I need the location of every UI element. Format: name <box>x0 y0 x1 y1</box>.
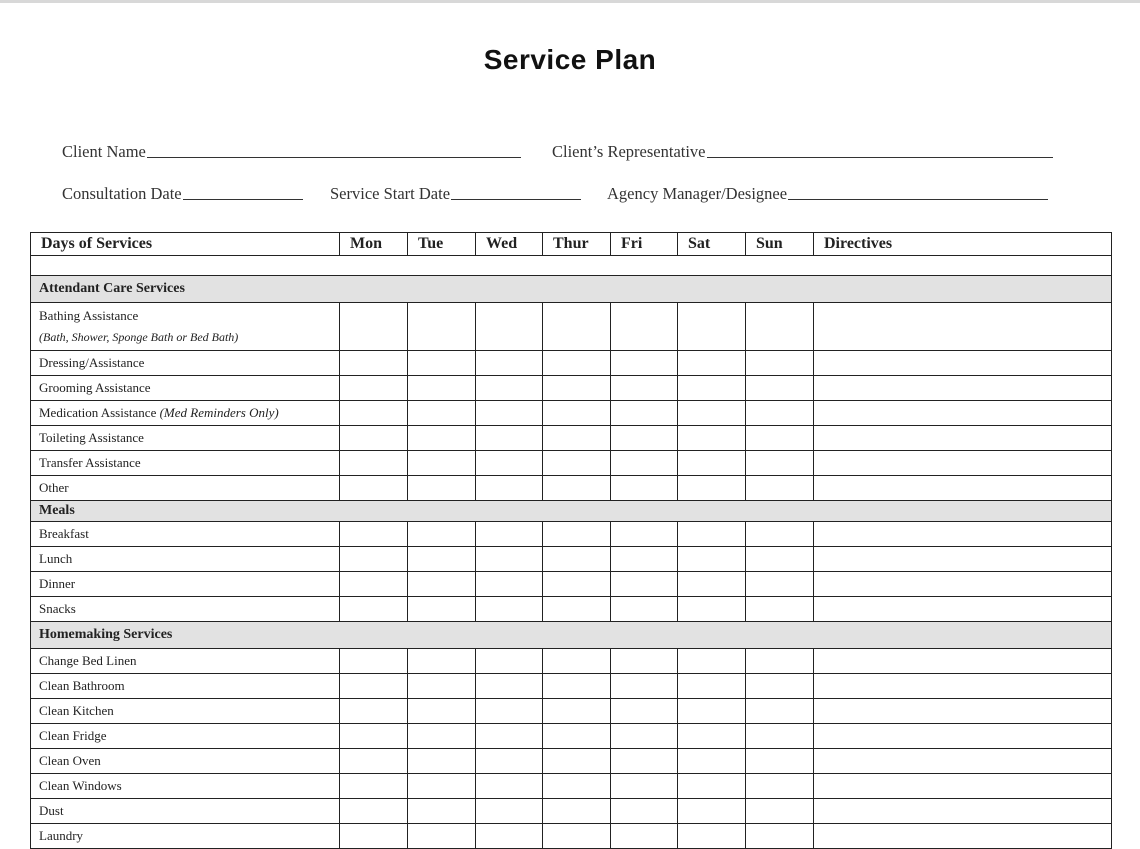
page-top-edge <box>0 0 1140 3</box>
table-row <box>31 824 1112 849</box>
day-cell[interactable] <box>746 572 814 597</box>
day-cell[interactable] <box>746 699 814 724</box>
clients-representative-line[interactable] <box>707 156 1053 158</box>
day-cell[interactable] <box>408 351 476 376</box>
day-cell[interactable] <box>408 649 476 674</box>
day-cell[interactable] <box>611 649 678 674</box>
day-cell[interactable] <box>408 572 476 597</box>
service-label: Breakfast <box>39 526 89 541</box>
day-cell[interactable] <box>408 597 476 622</box>
day-cell[interactable] <box>340 799 408 824</box>
day-cell[interactable] <box>340 774 408 799</box>
header-sun: Sun <box>746 233 814 256</box>
section-heading: Meals <box>31 501 1112 522</box>
header-tue: Tue <box>408 233 476 256</box>
section-heading: Attendant Care Services <box>31 276 1112 303</box>
day-cell[interactable] <box>340 572 408 597</box>
day-cell[interactable] <box>408 303 476 351</box>
day-cell[interactable] <box>476 799 543 824</box>
day-cell[interactable] <box>476 572 543 597</box>
day-cell[interactable] <box>746 824 814 849</box>
table-row <box>31 376 1112 401</box>
day-cell[interactable] <box>340 649 408 674</box>
service-label-cell <box>31 451 340 476</box>
service-start-date-field[interactable] <box>330 184 581 204</box>
day-cell[interactable] <box>746 774 814 799</box>
day-cell[interactable] <box>611 547 678 572</box>
day-cell[interactable] <box>340 451 408 476</box>
table-row <box>31 572 1112 597</box>
day-cell[interactable] <box>408 426 476 451</box>
day-cell[interactable] <box>746 522 814 547</box>
day-cell[interactable] <box>611 749 678 774</box>
day-cell[interactable] <box>746 376 814 401</box>
table-row <box>31 401 1112 426</box>
service-label-cell <box>31 376 340 401</box>
consultation-date-line[interactable] <box>183 198 303 200</box>
service-plan-table <box>30 232 1112 849</box>
day-cell[interactable] <box>408 774 476 799</box>
day-cell[interactable] <box>340 749 408 774</box>
day-cell[interactable] <box>543 351 611 376</box>
day-cell[interactable] <box>746 476 814 501</box>
day-cell[interactable] <box>476 376 543 401</box>
service-label-cell <box>31 649 340 674</box>
day-cell[interactable] <box>340 699 408 724</box>
day-cell[interactable] <box>746 547 814 572</box>
day-cell[interactable] <box>543 649 611 674</box>
day-cell[interactable] <box>543 824 611 849</box>
day-cell[interactable] <box>746 597 814 622</box>
table-row <box>31 451 1112 476</box>
service-label: Grooming Assistance <box>39 380 151 395</box>
consultation-date-label: Consultation Date <box>62 184 182 203</box>
service-label-cell <box>31 401 340 426</box>
day-cell[interactable] <box>678 699 746 724</box>
day-cell[interactable] <box>408 749 476 774</box>
day-cell[interactable] <box>678 674 746 699</box>
day-cell[interactable] <box>340 547 408 572</box>
service-label: Snacks <box>39 601 76 616</box>
service-plan-body <box>31 233 1112 849</box>
day-cell[interactable] <box>543 451 611 476</box>
table-row <box>31 649 1112 674</box>
client-name-label: Client Name <box>62 142 146 161</box>
day-cell[interactable] <box>408 724 476 749</box>
directives-cell[interactable] <box>814 547 1112 572</box>
day-cell[interactable] <box>408 476 476 501</box>
directives-cell[interactable] <box>814 572 1112 597</box>
day-cell[interactable] <box>746 401 814 426</box>
section-row-attendant-care-services <box>31 276 1112 303</box>
day-cell[interactable] <box>408 674 476 699</box>
header-thur: Thur <box>543 233 611 256</box>
day-cell[interactable] <box>543 547 611 572</box>
day-cell[interactable] <box>543 476 611 501</box>
day-cell[interactable] <box>340 303 408 351</box>
day-cell[interactable] <box>678 597 746 622</box>
service-label-cell <box>31 572 340 597</box>
header-days-of-services: Days of Services <box>31 233 340 256</box>
service-label-cell <box>31 303 340 351</box>
day-cell[interactable] <box>746 799 814 824</box>
day-cell[interactable] <box>678 426 746 451</box>
day-cell[interactable] <box>543 749 611 774</box>
day-cell[interactable] <box>340 401 408 426</box>
directives-cell[interactable] <box>814 674 1112 699</box>
day-cell[interactable] <box>678 401 746 426</box>
day-cell[interactable] <box>408 522 476 547</box>
day-cell[interactable] <box>611 699 678 724</box>
agency-manager-field[interactable] <box>607 184 1048 204</box>
service-label-cell <box>31 351 340 376</box>
day-cell[interactable] <box>543 303 611 351</box>
day-cell[interactable] <box>611 451 678 476</box>
day-cell[interactable] <box>678 749 746 774</box>
directives-cell[interactable] <box>814 303 1112 351</box>
table-row <box>31 476 1112 501</box>
day-cell[interactable] <box>476 451 543 476</box>
day-cell[interactable] <box>611 824 678 849</box>
day-cell[interactable] <box>678 572 746 597</box>
directives-cell[interactable] <box>814 724 1112 749</box>
blank-row <box>31 256 1112 276</box>
day-cell[interactable] <box>543 699 611 724</box>
service-note: (Med Reminders Only) <box>159 405 279 420</box>
header-wed: Wed <box>476 233 543 256</box>
directives-cell[interactable] <box>814 426 1112 451</box>
day-cell[interactable] <box>543 674 611 699</box>
day-cell[interactable] <box>611 724 678 749</box>
agency-manager-label: Agency Manager/Designee <box>607 184 788 203</box>
service-label: Medication Assistance <box>39 405 160 420</box>
day-cell[interactable] <box>476 749 543 774</box>
day-cell[interactable] <box>611 303 678 351</box>
day-cell[interactable] <box>543 724 611 749</box>
service-label: Dust <box>39 803 64 818</box>
day-cell[interactable] <box>678 351 746 376</box>
section-row-meals <box>31 501 1112 522</box>
client-name-field[interactable] <box>62 142 521 162</box>
day-cell[interactable] <box>611 799 678 824</box>
directives-cell[interactable] <box>814 376 1112 401</box>
day-cell[interactable] <box>611 476 678 501</box>
service-label-cell <box>31 824 340 849</box>
service-label-cell <box>31 597 340 622</box>
header-mon: Mon <box>340 233 408 256</box>
table-row <box>31 303 1112 351</box>
day-cell[interactable] <box>408 824 476 849</box>
service-label: Clean Bathroom <box>39 678 125 693</box>
day-cell[interactable] <box>543 799 611 824</box>
day-cell[interactable] <box>476 674 543 699</box>
day-cell[interactable] <box>476 426 543 451</box>
directives-cell[interactable] <box>814 749 1112 774</box>
day-cell[interactable] <box>611 376 678 401</box>
day-cell[interactable] <box>543 376 611 401</box>
day-cell[interactable] <box>476 699 543 724</box>
service-label: Bathing Assistance <box>39 308 139 323</box>
header-fri: Fri <box>611 233 678 256</box>
day-cell[interactable] <box>340 476 408 501</box>
service-label: Toileting Assistance <box>39 430 144 445</box>
service-label-cell <box>31 799 340 824</box>
day-cell[interactable] <box>611 522 678 547</box>
day-cell[interactable] <box>746 351 814 376</box>
service-label-cell <box>31 699 340 724</box>
service-label: Clean Kitchen <box>39 703 114 718</box>
day-cell[interactable] <box>678 303 746 351</box>
directives-cell[interactable] <box>814 774 1112 799</box>
directives-cell[interactable] <box>814 649 1112 674</box>
table-row <box>31 547 1112 572</box>
directives-cell[interactable] <box>814 597 1112 622</box>
day-cell[interactable] <box>408 699 476 724</box>
day-cell[interactable] <box>611 572 678 597</box>
table-row <box>31 426 1112 451</box>
service-label: Change Bed Linen <box>39 653 137 668</box>
day-cell[interactable] <box>678 799 746 824</box>
day-cell[interactable] <box>408 401 476 426</box>
day-cell[interactable] <box>408 547 476 572</box>
directives-cell[interactable] <box>814 799 1112 824</box>
day-cell[interactable] <box>408 799 476 824</box>
day-cell[interactable] <box>408 451 476 476</box>
blank-cell[interactable] <box>31 256 1112 276</box>
table-row <box>31 799 1112 824</box>
service-label: Dressing/Assistance <box>39 355 145 370</box>
day-cell[interactable] <box>611 426 678 451</box>
day-cell[interactable] <box>476 597 543 622</box>
service-label-cell <box>31 774 340 799</box>
service-label-cell <box>31 547 340 572</box>
day-cell[interactable] <box>611 401 678 426</box>
day-cell[interactable] <box>611 351 678 376</box>
service-start-date-label: Service Start Date <box>330 184 451 203</box>
directives-cell[interactable] <box>814 401 1112 426</box>
consultation-date-field[interactable] <box>62 184 303 204</box>
day-cell[interactable] <box>476 401 543 426</box>
day-cell[interactable] <box>678 824 746 849</box>
day-cell[interactable] <box>543 426 611 451</box>
day-cell[interactable] <box>678 476 746 501</box>
service-label-cell <box>31 426 340 451</box>
day-cell[interactable] <box>476 649 543 674</box>
clients-representative-label: Client’s Representative <box>552 142 706 161</box>
day-cell[interactable] <box>746 749 814 774</box>
day-cell[interactable] <box>543 401 611 426</box>
service-label: Dinner <box>39 576 76 591</box>
day-cell[interactable] <box>611 597 678 622</box>
header-sat: Sat <box>678 233 746 256</box>
day-cell[interactable] <box>340 674 408 699</box>
day-cell[interactable] <box>476 774 543 799</box>
day-cell[interactable] <box>611 774 678 799</box>
service-label-cell <box>31 476 340 501</box>
day-cell[interactable] <box>746 674 814 699</box>
table-row <box>31 351 1112 376</box>
table-row <box>31 749 1112 774</box>
day-cell[interactable] <box>746 303 814 351</box>
table-row <box>31 774 1112 799</box>
day-cell[interactable] <box>611 674 678 699</box>
page-title: Service Plan <box>483 44 657 75</box>
directives-cell[interactable] <box>814 351 1112 376</box>
day-cell[interactable] <box>340 824 408 849</box>
directives-cell[interactable] <box>814 476 1112 501</box>
day-cell[interactable] <box>476 522 543 547</box>
directives-cell[interactable] <box>814 824 1112 849</box>
day-cell[interactable] <box>340 376 408 401</box>
day-cell[interactable] <box>543 597 611 622</box>
day-cell[interactable] <box>746 724 814 749</box>
service-label-cell <box>31 674 340 699</box>
day-cell[interactable] <box>678 547 746 572</box>
table-row <box>31 724 1112 749</box>
day-cell[interactable] <box>340 426 408 451</box>
service-label: Transfer Assistance <box>39 455 141 470</box>
table-row <box>31 597 1112 622</box>
service-label: Clean Windows <box>39 778 122 793</box>
day-cell[interactable] <box>746 649 814 674</box>
service-label-cell <box>31 522 340 547</box>
table-row <box>31 674 1112 699</box>
day-cell[interactable] <box>543 522 611 547</box>
service-start-date-line[interactable] <box>451 198 581 200</box>
section-row-homemaking-services <box>31 622 1112 649</box>
day-cell[interactable] <box>340 522 408 547</box>
day-cell[interactable] <box>746 451 814 476</box>
service-label-cell <box>31 749 340 774</box>
day-cell[interactable] <box>408 376 476 401</box>
service-label: Clean Fridge <box>39 728 107 743</box>
day-cell[interactable] <box>678 376 746 401</box>
day-cell[interactable] <box>476 824 543 849</box>
day-cell[interactable] <box>678 774 746 799</box>
day-cell[interactable] <box>476 476 543 501</box>
clients-representative-field[interactable] <box>552 142 1053 162</box>
directives-cell[interactable] <box>814 522 1112 547</box>
day-cell[interactable] <box>476 547 543 572</box>
day-cell[interactable] <box>340 724 408 749</box>
day-cell[interactable] <box>543 774 611 799</box>
directives-cell[interactable] <box>814 451 1112 476</box>
day-cell[interactable] <box>476 351 543 376</box>
day-cell[interactable] <box>678 451 746 476</box>
table-header-row <box>31 233 1112 256</box>
directives-cell[interactable] <box>814 699 1112 724</box>
header-directives: Directives <box>814 233 1112 256</box>
table-row <box>31 699 1112 724</box>
day-cell[interactable] <box>678 724 746 749</box>
service-label: Other <box>39 480 69 495</box>
agency-manager-line[interactable] <box>788 198 1048 200</box>
service-label: Clean Oven <box>39 753 101 768</box>
day-cell[interactable] <box>476 724 543 749</box>
service-label: Lunch <box>39 551 73 566</box>
section-heading: Homemaking Services <box>31 622 1112 649</box>
table-row <box>31 522 1112 547</box>
day-cell[interactable] <box>678 522 746 547</box>
service-sublabel: (Bath, Shower, Sponge Bath or Bed Bath) <box>39 330 239 344</box>
day-cell[interactable] <box>476 303 543 351</box>
day-cell[interactable] <box>340 597 408 622</box>
day-cell[interactable] <box>746 426 814 451</box>
day-cell[interactable] <box>543 572 611 597</box>
day-cell[interactable] <box>340 351 408 376</box>
client-name-line[interactable] <box>147 156 521 158</box>
day-cell[interactable] <box>678 649 746 674</box>
service-label: Laundry <box>39 828 84 843</box>
service-label-cell <box>31 724 340 749</box>
